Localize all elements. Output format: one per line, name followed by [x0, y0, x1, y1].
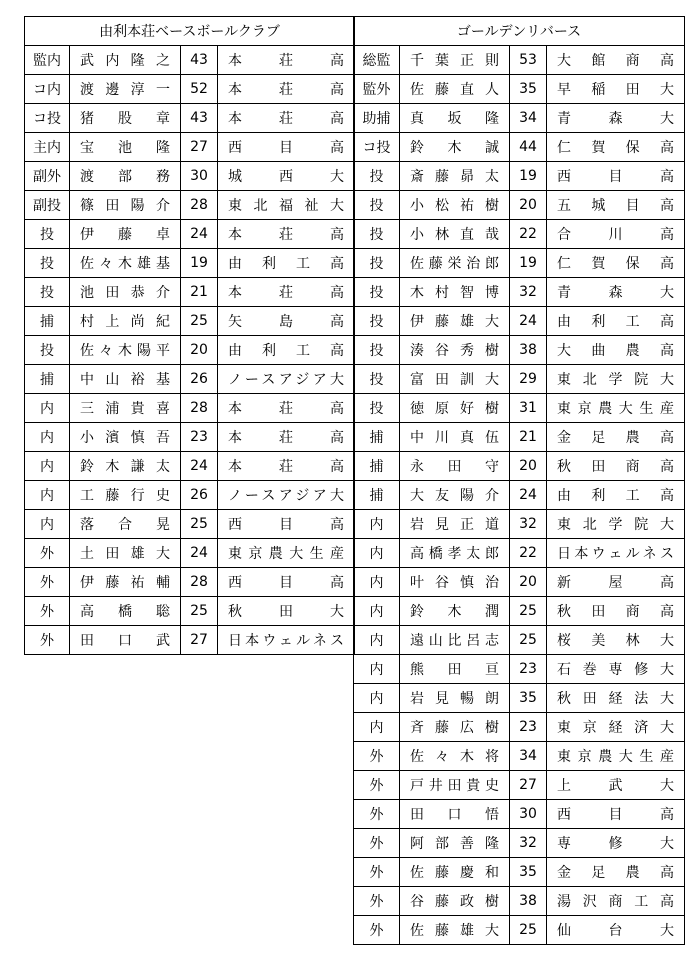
player-row	[354, 626, 685, 655]
player-age: 24	[181, 452, 218, 481]
player-position: コ内	[25, 75, 70, 104]
player-name: 徳原好樹	[400, 394, 510, 423]
player-school: 湯沢商工高	[547, 887, 685, 916]
player-row	[25, 452, 355, 481]
player-school: 本荘高	[218, 104, 355, 133]
player-row	[354, 887, 685, 916]
player-age: 24	[181, 220, 218, 249]
player-age: 43	[181, 104, 218, 133]
player-position: 投	[354, 278, 400, 307]
player-school: 東京経済大	[547, 713, 685, 742]
player-position: 投	[25, 336, 70, 365]
player-age: 19	[510, 162, 547, 191]
player-name: 高橋孝太郎	[400, 539, 510, 568]
player-school: 石巻専修大	[547, 655, 685, 684]
team-name-header: 由利本荘ベースボールクラブ	[25, 17, 355, 46]
player-name: 土田雄大	[70, 539, 181, 568]
player-position: 監内	[25, 46, 70, 75]
player-position: コ投	[25, 104, 70, 133]
player-age: 25	[510, 597, 547, 626]
player-row	[25, 191, 355, 220]
player-name: 叶谷慎治	[400, 568, 510, 597]
player-row	[25, 568, 355, 597]
player-name: 伊藤雄大	[400, 307, 510, 336]
player-position: 内	[354, 684, 400, 713]
player-name: 千葉正則	[400, 46, 510, 75]
player-name: 小濱慎吾	[70, 423, 181, 452]
player-row	[25, 278, 355, 307]
player-row	[354, 742, 685, 771]
player-school: 西目高	[218, 510, 355, 539]
roster-table-golden-rivers	[353, 16, 685, 945]
player-school: 日本ウェルネス	[547, 539, 685, 568]
player-school: 西目高	[547, 162, 685, 191]
player-age: 23	[181, 423, 218, 452]
player-name: 伊藤卓	[70, 220, 181, 249]
player-position: 監外	[354, 75, 400, 104]
player-row	[354, 46, 685, 75]
player-position: 投	[354, 220, 400, 249]
player-position: 外	[25, 568, 70, 597]
player-row	[354, 394, 685, 423]
player-age: 53	[510, 46, 547, 75]
roster-body-yurihonjo	[25, 46, 355, 655]
player-name: 真坂隆	[400, 104, 510, 133]
player-name: 木村智博	[400, 278, 510, 307]
player-name: 湊谷秀樹	[400, 336, 510, 365]
player-row	[354, 75, 685, 104]
player-row	[354, 597, 685, 626]
player-age: 27	[181, 626, 218, 655]
player-school: 五城目高	[547, 191, 685, 220]
player-school: 金足農高	[547, 858, 685, 887]
player-age: 25	[181, 307, 218, 336]
player-school: ノースアジア大	[218, 365, 355, 394]
player-name: 大友陽介	[400, 481, 510, 510]
player-name: 斉藤広樹	[400, 713, 510, 742]
player-school: 東北福祉大	[218, 191, 355, 220]
player-position: 外	[354, 771, 400, 800]
player-age: 22	[510, 220, 547, 249]
player-position: 投	[354, 394, 400, 423]
player-row	[354, 278, 685, 307]
player-name: 中山裕基	[70, 365, 181, 394]
player-school: 青森大	[547, 278, 685, 307]
player-school: ノースアジア大	[218, 481, 355, 510]
player-age: 26	[181, 365, 218, 394]
player-school: 東北学院大	[547, 365, 685, 394]
player-school: 由利工高	[218, 249, 355, 278]
player-position: 内	[354, 713, 400, 742]
player-school: 本荘高	[218, 394, 355, 423]
player-name: 田口武	[70, 626, 181, 655]
player-position: 内	[354, 597, 400, 626]
player-age: 22	[510, 539, 547, 568]
player-row	[25, 104, 355, 133]
player-position: 投	[25, 278, 70, 307]
player-school: 新屋高	[547, 568, 685, 597]
player-row	[354, 365, 685, 394]
player-age: 28	[181, 568, 218, 597]
player-school: 矢島高	[218, 307, 355, 336]
player-row	[25, 365, 355, 394]
player-position: 捕	[354, 452, 400, 481]
player-row	[354, 220, 685, 249]
player-age: 32	[510, 829, 547, 858]
player-school: 青森大	[547, 104, 685, 133]
player-row	[354, 858, 685, 887]
player-school: 秋田商高	[547, 452, 685, 481]
player-position: 捕	[25, 365, 70, 394]
player-school: 専修大	[547, 829, 685, 858]
player-school: 金足農高	[547, 423, 685, 452]
player-school: 本荘高	[218, 46, 355, 75]
player-age: 30	[510, 800, 547, 829]
player-age: 43	[181, 46, 218, 75]
player-position: 助捕	[354, 104, 400, 133]
player-row	[354, 568, 685, 597]
player-position: 捕	[354, 423, 400, 452]
player-school: 由利工高	[547, 307, 685, 336]
player-position: 外	[25, 597, 70, 626]
player-position: 内	[354, 568, 400, 597]
player-row	[354, 104, 685, 133]
player-age: 29	[510, 365, 547, 394]
player-position: 投	[354, 307, 400, 336]
player-position: 投	[354, 162, 400, 191]
player-row	[354, 452, 685, 481]
player-name: 佐々木雄基	[70, 249, 181, 278]
player-position: 主内	[25, 133, 70, 162]
player-age: 30	[181, 162, 218, 191]
player-row	[354, 133, 685, 162]
player-row	[25, 249, 355, 278]
player-position: 内	[25, 452, 70, 481]
player-name: 鈴木誠	[400, 133, 510, 162]
player-name: 小松祐樹	[400, 191, 510, 220]
player-school: 仙台大	[547, 916, 685, 945]
player-position: 投	[25, 249, 70, 278]
player-name: 永田守	[400, 452, 510, 481]
player-name: 渡邊淳一	[70, 75, 181, 104]
player-school: 秋田大	[218, 597, 355, 626]
player-age: 23	[510, 713, 547, 742]
player-position: 捕	[354, 481, 400, 510]
player-school: 本荘高	[218, 75, 355, 104]
player-name: 佐藤直人	[400, 75, 510, 104]
player-age: 19	[510, 249, 547, 278]
player-row	[25, 133, 355, 162]
player-position: 総監	[354, 46, 400, 75]
player-school: 桜美林大	[547, 626, 685, 655]
player-school: 由利工高	[218, 336, 355, 365]
player-school: 本荘高	[218, 278, 355, 307]
player-school: 西目高	[547, 800, 685, 829]
player-name: 富田訓大	[400, 365, 510, 394]
player-age: 27	[510, 771, 547, 800]
player-position: 外	[354, 829, 400, 858]
player-position: コ投	[354, 133, 400, 162]
player-age: 24	[510, 481, 547, 510]
player-age: 35	[510, 858, 547, 887]
player-position: 外	[354, 916, 400, 945]
player-name: 渡部務	[70, 162, 181, 191]
player-name: 佐藤雄大	[400, 916, 510, 945]
player-age: 24	[510, 307, 547, 336]
player-row	[25, 75, 355, 104]
player-position: 内	[354, 655, 400, 684]
player-name: 鈴木謙太	[70, 452, 181, 481]
player-row	[25, 539, 355, 568]
player-row	[354, 336, 685, 365]
player-name: 鈴木潤	[400, 597, 510, 626]
player-row	[354, 423, 685, 452]
player-school: 西目高	[218, 568, 355, 597]
roster-table-yurihonjo	[24, 16, 355, 655]
player-age: 20	[181, 336, 218, 365]
player-age: 25	[181, 597, 218, 626]
player-row	[25, 597, 355, 626]
player-name: 斎藤昴太	[400, 162, 510, 191]
player-school: 城西大	[218, 162, 355, 191]
player-age: 28	[181, 191, 218, 220]
player-name: 佐藤慶和	[400, 858, 510, 887]
player-position: 内	[354, 510, 400, 539]
player-school: 東京農大生産	[218, 539, 355, 568]
player-row	[354, 481, 685, 510]
player-name: 落合晃	[70, 510, 181, 539]
player-row	[354, 162, 685, 191]
player-position: 投	[354, 191, 400, 220]
player-position: 外	[354, 887, 400, 916]
player-school: 本荘高	[218, 452, 355, 481]
player-row	[25, 423, 355, 452]
player-age: 52	[181, 75, 218, 104]
player-name: 岩見暢朗	[400, 684, 510, 713]
player-name: 高橋聡	[70, 597, 181, 626]
player-age: 28	[181, 394, 218, 423]
player-row	[354, 249, 685, 278]
player-position: 副外	[25, 162, 70, 191]
player-school: 秋田商高	[547, 597, 685, 626]
player-age: 20	[510, 452, 547, 481]
player-name: 村上尚紀	[70, 307, 181, 336]
player-name: 岩見正道	[400, 510, 510, 539]
player-school: 西目高	[218, 133, 355, 162]
player-age: 24	[181, 539, 218, 568]
player-position: 内	[25, 423, 70, 452]
player-row	[354, 191, 685, 220]
player-age: 25	[510, 916, 547, 945]
player-row	[25, 307, 355, 336]
player-age: 44	[510, 133, 547, 162]
player-name: 佐々木将	[400, 742, 510, 771]
player-name: 田口悟	[400, 800, 510, 829]
player-row	[354, 829, 685, 858]
player-row	[25, 220, 355, 249]
player-name: 工藤行史	[70, 481, 181, 510]
player-row	[354, 771, 685, 800]
player-name: 猪股章	[70, 104, 181, 133]
player-position: 外	[354, 800, 400, 829]
player-row	[354, 307, 685, 336]
player-row	[25, 510, 355, 539]
player-age: 35	[510, 684, 547, 713]
player-age: 38	[510, 336, 547, 365]
player-age: 32	[510, 278, 547, 307]
player-name: 谷藤政樹	[400, 887, 510, 916]
player-age: 20	[510, 191, 547, 220]
player-age: 19	[181, 249, 218, 278]
player-school: 大館商高	[547, 46, 685, 75]
player-name: 武内隆之	[70, 46, 181, 75]
player-age: 34	[510, 104, 547, 133]
player-age: 20	[510, 568, 547, 597]
player-age: 21	[510, 423, 547, 452]
player-age: 35	[510, 75, 547, 104]
player-school: 早稲田大	[547, 75, 685, 104]
player-position: 捕	[25, 307, 70, 336]
player-position: 投	[25, 220, 70, 249]
player-school: 東北学院大	[547, 510, 685, 539]
player-row	[354, 539, 685, 568]
player-row	[354, 510, 685, 539]
player-position: 外	[354, 742, 400, 771]
player-position: 副投	[25, 191, 70, 220]
player-school: 本荘高	[218, 220, 355, 249]
player-row	[354, 916, 685, 945]
player-position: 外	[25, 626, 70, 655]
player-age: 32	[510, 510, 547, 539]
player-position: 投	[354, 365, 400, 394]
player-position: 内	[354, 539, 400, 568]
player-school: 本荘高	[218, 423, 355, 452]
player-position: 投	[354, 336, 400, 365]
player-age: 25	[510, 626, 547, 655]
player-name: 佐々木陽平	[70, 336, 181, 365]
player-row	[354, 713, 685, 742]
player-age: 26	[181, 481, 218, 510]
player-school: 仁賀保高	[547, 249, 685, 278]
player-row	[25, 46, 355, 75]
player-position: 外	[354, 858, 400, 887]
player-school: 由利工高	[547, 481, 685, 510]
player-age: 23	[510, 655, 547, 684]
player-position: 内	[25, 481, 70, 510]
player-name: 小林直哉	[400, 220, 510, 249]
player-row	[25, 394, 355, 423]
player-name: 熊田亘	[400, 655, 510, 684]
player-age: 31	[510, 394, 547, 423]
player-row	[25, 336, 355, 365]
player-school: 合川高	[547, 220, 685, 249]
player-school: 秋田経法大	[547, 684, 685, 713]
player-name: 宝池隆	[70, 133, 181, 162]
player-name: 佐藤栄治郎	[400, 249, 510, 278]
player-position: 内	[25, 510, 70, 539]
player-name: 三浦貴喜	[70, 394, 181, 423]
player-row	[25, 162, 355, 191]
player-school: 大曲農高	[547, 336, 685, 365]
team-name-header: ゴールデンリバース	[354, 17, 685, 46]
player-school: 仁賀保高	[547, 133, 685, 162]
player-name: 中川真伍	[400, 423, 510, 452]
player-age: 27	[181, 133, 218, 162]
player-position: 投	[354, 249, 400, 278]
player-school: 日本ウェルネス	[218, 626, 355, 655]
player-name: 戸井田貴史	[400, 771, 510, 800]
player-row	[354, 684, 685, 713]
player-name: 篠田陽介	[70, 191, 181, 220]
player-name: 阿部善隆	[400, 829, 510, 858]
player-age: 34	[510, 742, 547, 771]
player-name: 伊藤祐輔	[70, 568, 181, 597]
player-age: 25	[181, 510, 218, 539]
player-position: 内	[25, 394, 70, 423]
player-row	[25, 481, 355, 510]
player-school: 上武大	[547, 771, 685, 800]
player-name: 遠山比呂志	[400, 626, 510, 655]
player-name: 池田恭介	[70, 278, 181, 307]
player-row	[354, 655, 685, 684]
player-school: 東京農大生産	[547, 394, 685, 423]
player-row	[25, 626, 355, 655]
roster-body-golden-rivers	[354, 46, 685, 945]
player-position: 外	[25, 539, 70, 568]
player-row	[354, 800, 685, 829]
player-age: 21	[181, 278, 218, 307]
player-age: 38	[510, 887, 547, 916]
player-school: 東京農大生産	[547, 742, 685, 771]
player-position: 内	[354, 626, 400, 655]
